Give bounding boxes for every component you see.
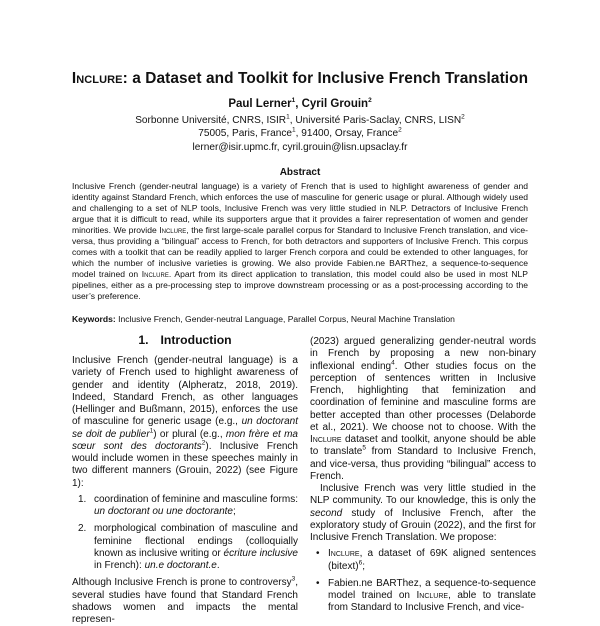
footnote-mark: 5 [362, 444, 366, 452]
author-list [40, 98, 560, 110]
affiliation-text: Sorbonne Université, CNRS, ISIR [135, 115, 287, 126]
paragraph-text: study of Inclusive French, after the exploratory study of Grouin (2022), and the first for Inclusive French Translation. We propose: [310, 507, 536, 543]
left-column [72, 355, 298, 626]
paragraph [310, 483, 536, 544]
affiliation-mark: 2 [368, 97, 372, 105]
section-number: 1. [138, 333, 149, 347]
affiliation-line [40, 114, 560, 127]
author-emails: lerner@isir.upmc.fr, cyril.grouin@lisn.upsaclay.fr [192, 142, 408, 153]
abstract-text: . Apart from its direct application to translation, this model could also be used in most NLP pipelines, either as a pre-processing step to improve downstream processing or as a post-processing according to the user’s preference. [72, 269, 529, 302]
paragraph-text: (2023) argued generalizing gender-neutral words in French by proposing a new non-binary inflexional ending [310, 336, 536, 372]
list-text: ; [362, 560, 365, 572]
affiliation-mark: 1 [291, 126, 296, 134]
example-text: écriture inclusive [223, 547, 298, 559]
dataset-name: Inclure [310, 434, 342, 445]
section-heading [72, 333, 298, 347]
paragraph-text: ) or plural (e.g., [153, 428, 226, 440]
abstract-text: Inclusive French (gender-neutral language) is a variety of French that is used to highlight awareness of gender and identity against Standard French, which enforces the use of masculine for generic usage or plural. Although widely used and challenging to a set of NLP tools, Inclusive French was very little studied in NLP. Detractors of Inclusive French argue that it is difficult to read, while its supporters argue that it provides a fairer representation of women and gender minorities. We provide [72, 181, 528, 236]
numbered-list [72, 494, 298, 573]
list-item [310, 548, 536, 573]
affiliation-text: 75005, Paris, France [198, 128, 292, 139]
paragraph-text: Inclusive French was very little studied in the NLP community. To our knowledge, this is only the [310, 483, 536, 507]
footnote-mark: 4 [391, 359, 395, 367]
example-text: un doctorant se doit de publier [72, 416, 298, 440]
list-text: , a dataset of 69K aligned sentences (bitext) [328, 548, 536, 572]
bullet-marker: • [316, 577, 320, 589]
affiliation-mark: 1 [291, 97, 296, 105]
dataset-name: Inclure [159, 225, 187, 236]
list-text: in French): [94, 560, 145, 571]
footnote-mark: 6 [358, 559, 363, 567]
paper-title [40, 70, 560, 88]
list-text: morphological combination of masculine and feminine flectional endings (colloquially known as inclusive writing or [94, 523, 298, 559]
example-text: mon frère et ma sœur sont des doctorants [72, 428, 298, 452]
abstract-text: , the first large-scale parallel corpus for Standard to Inclusive French translation, and vice-versa, thus providing a “bilingual” access to French, for both detractors and supporters of Inclusive French. This corpus comes with a toolkit that can be readily applied to larger French corpora and could be extended to other languages, for which the number of inclusive varieties is growing. We also provide Fabien.ne BARThez, a sequence-to-sequence model trained on [72, 225, 528, 280]
emphasis-text: second [310, 507, 343, 519]
paragraph-text: from Standard to Inclusive French, and vice-versa, thus providing “bilingual” access to French. [310, 446, 536, 482]
list-text: , able to translate from Standard to Inclusive French, and vice- [328, 590, 536, 614]
paragraph-text: . Other studies focus on the perception of sentences written in Inclusive French, highlighting that feminization and coordination of feminine and masculine forms are better accepted than other processes (Delaborde et al., 2021). We choose not to choose. With the [310, 360, 537, 433]
paragraph [310, 336, 536, 483]
list-text: ; [233, 506, 236, 517]
keywords-label: Keywords: [72, 314, 116, 324]
footnote-mark: 1 [149, 427, 154, 435]
list-item [72, 494, 298, 519]
list-marker: 1. [78, 493, 87, 505]
paragraph [72, 577, 298, 626]
dataset-name: Inclure [141, 269, 169, 280]
affiliation-text: , Université Paris-Saclay, CNRS, LISN [289, 115, 462, 126]
footnote-mark: 3 [291, 575, 296, 583]
example-text: un.e doctorant.e [144, 560, 217, 571]
author-name: Cyril Grouin [301, 98, 369, 110]
list-text: . [216, 560, 220, 571]
title-rest: : a Dataset and Toolkit for Inclusive French Translation [122, 70, 529, 87]
dataset-name: Inclure [328, 548, 360, 560]
list-text: Fabien.ne BARThez, a sequence-to-sequence model trained on [328, 577, 536, 601]
affiliation-line [40, 127, 560, 140]
right-column [310, 336, 536, 620]
author-separator: , [295, 98, 302, 110]
dataset-name: Inclure [416, 590, 449, 601]
paragraph-text: ). Inclusive French would include women in these speeches mainly in two different manners (Grouin, 2022) (see Figure 1): [72, 440, 298, 489]
affiliation-mark: 2 [461, 113, 465, 121]
example-text: un doctorant ou une doctorante [94, 506, 233, 517]
keywords-text: Inclusive French, Gender-neutral Language, Parallel Corpus, Neural Machine Translation [115, 314, 455, 324]
footnote-mark: 2 [201, 439, 206, 447]
list-item [72, 523, 298, 572]
paragraph [72, 355, 298, 490]
abstract-heading: Abstract [279, 167, 321, 178]
paragraph-text: , several studies have found that Standard French shadows women and impacts the mental represen- [72, 577, 298, 625]
affiliation-mark: 2 [398, 126, 402, 134]
affiliation-text: , 91400, Orsay, France [295, 128, 399, 139]
list-item [310, 578, 536, 615]
bullet-marker: • [316, 548, 320, 560]
paragraph-text: Although Inclusive French is prone to controversy [72, 577, 292, 589]
list-marker: 2. [78, 523, 87, 535]
dataset-name: Inclure [71, 70, 123, 87]
abstract-body [72, 181, 528, 303]
author-name: Paul Lerner [228, 98, 292, 110]
keywords [72, 314, 528, 325]
paragraph-text: Inclusive French (gender-neutral language) is a variety of French used to highlight awareness of gender and identity (Alpheratz, 2018, 2019). Indeed, Standard French, as other languages (Hellinger and Bußmann, 2015), enforces the use of masculine for generic usage (e.g., [72, 355, 298, 428]
section-title: Introduction [160, 333, 232, 347]
affiliation-mark: 1 [286, 113, 290, 121]
paragraph-text: dataset and toolkit, anyone should be able to translate [310, 434, 536, 458]
list-text: coordination of feminine and masculine forms: [94, 493, 298, 505]
bullet-list [310, 548, 536, 614]
